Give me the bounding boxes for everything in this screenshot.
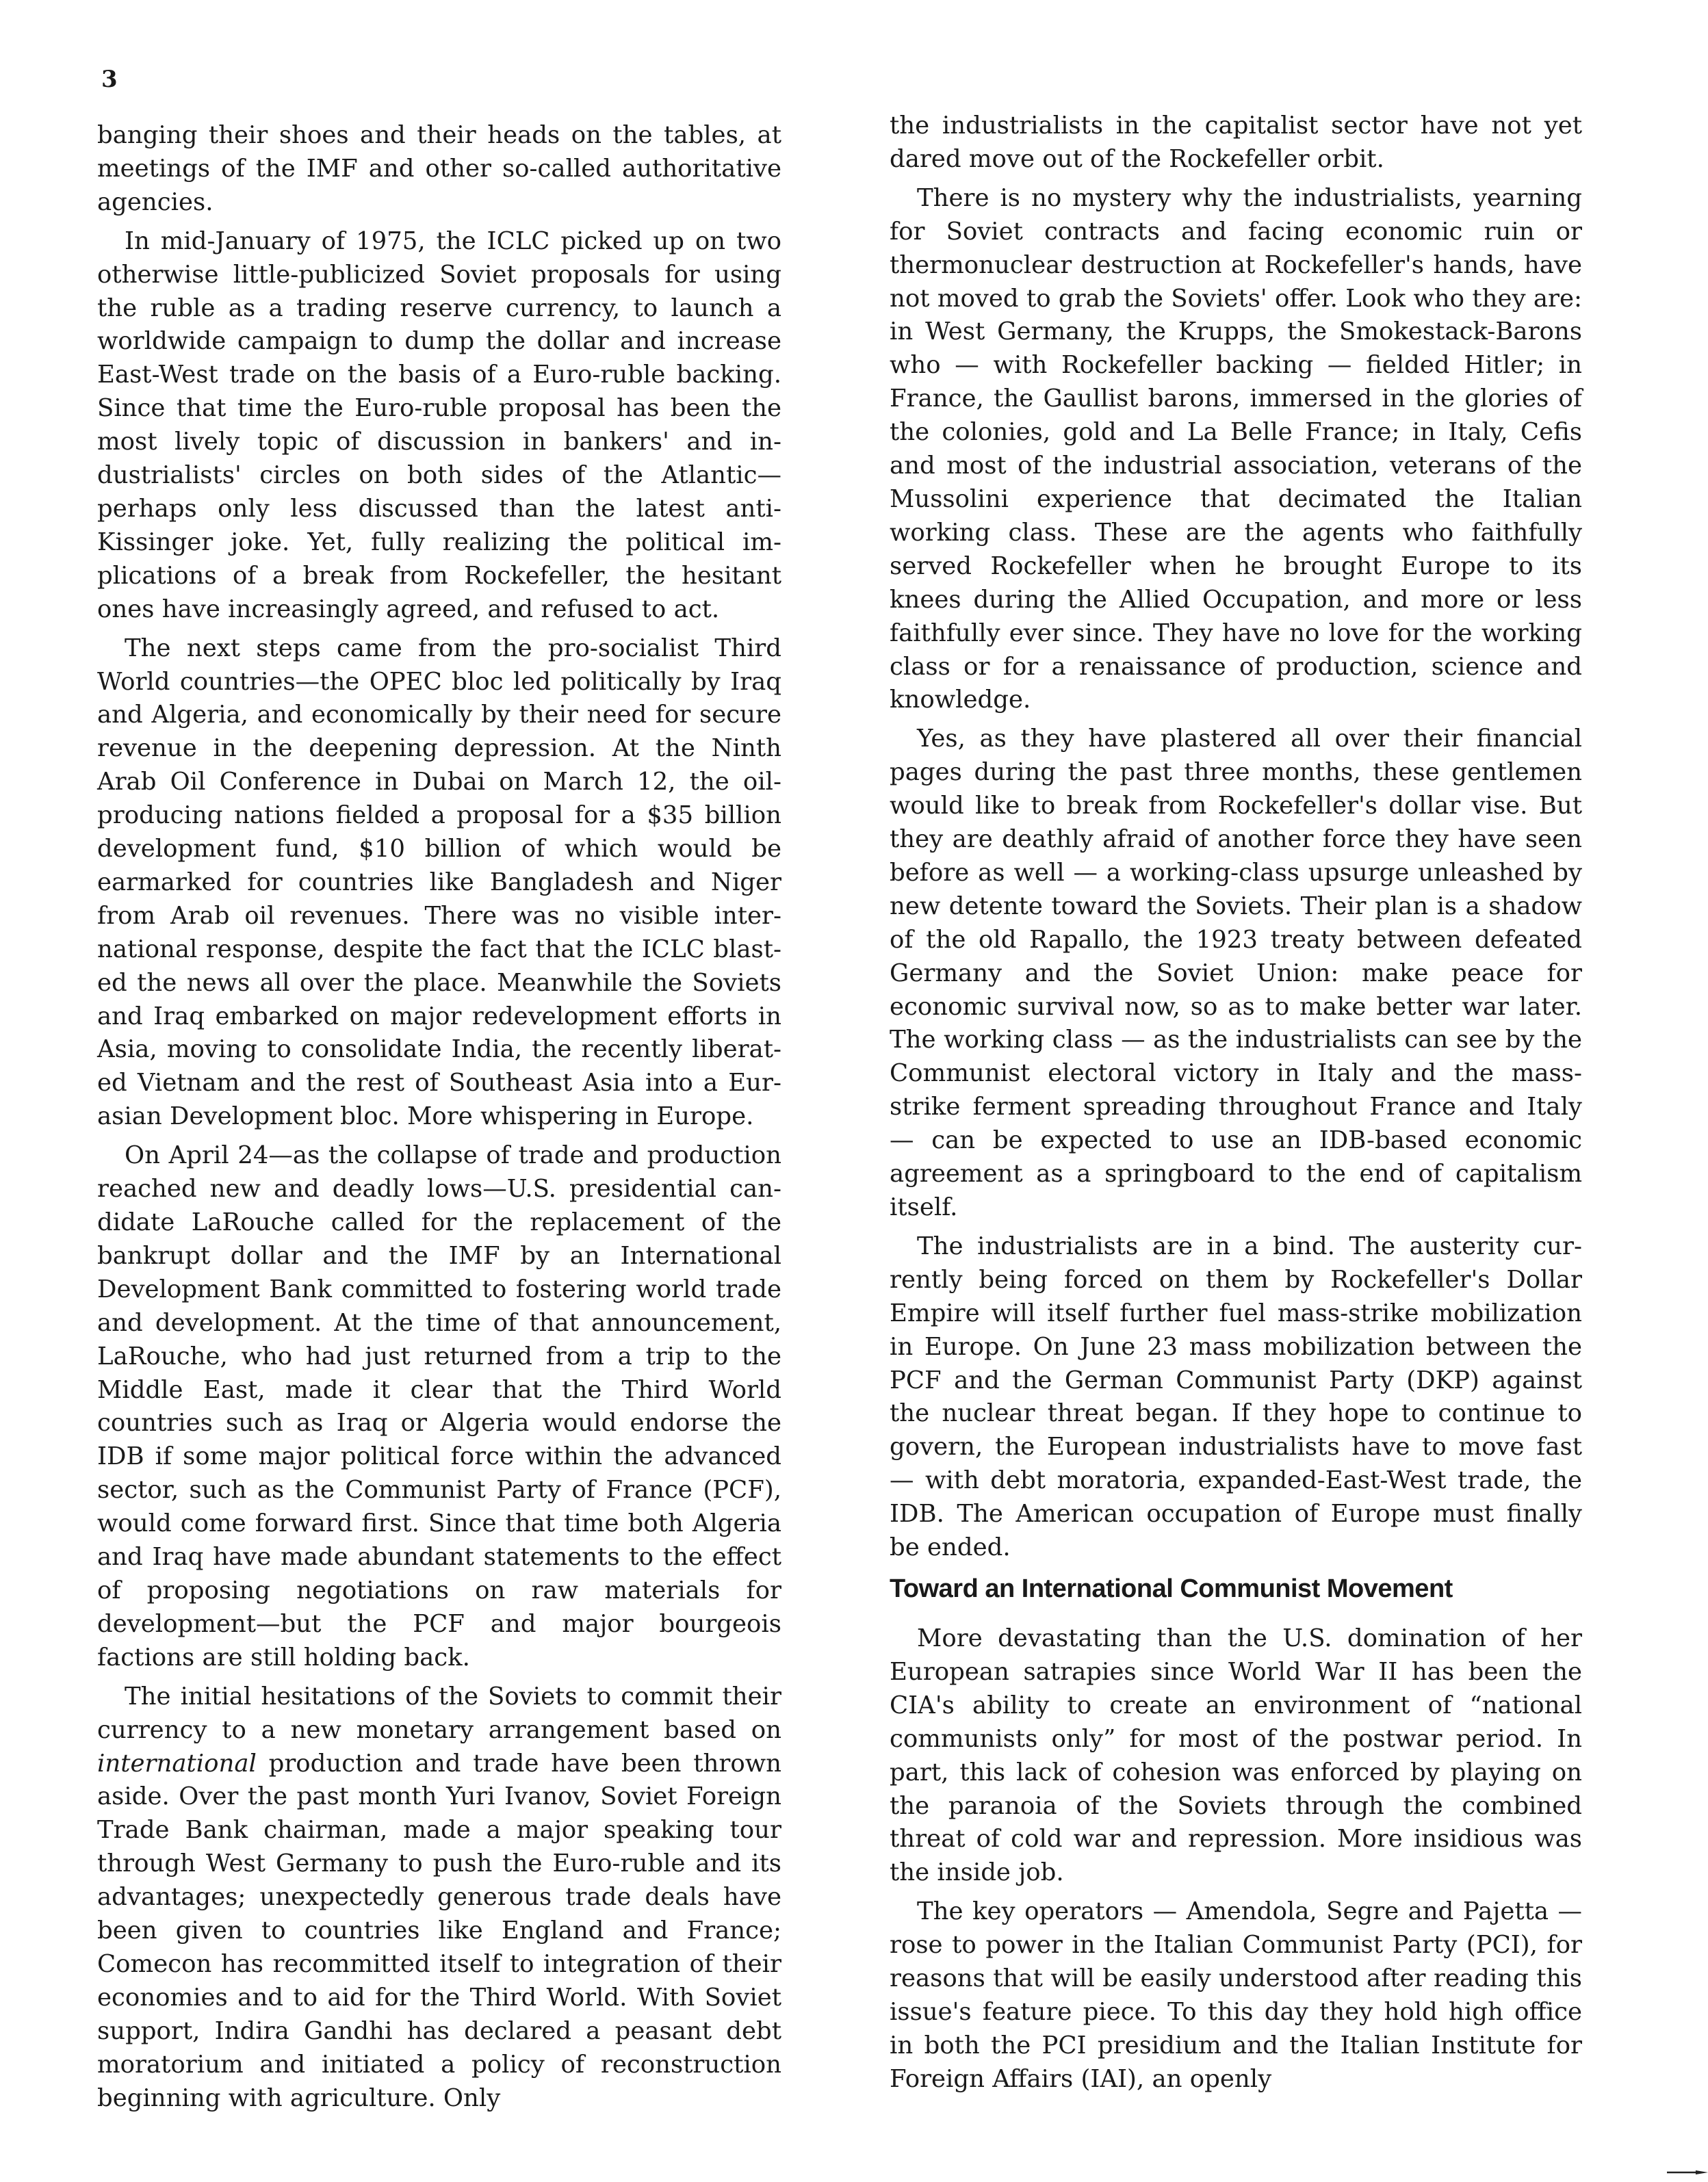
paragraph: There is no mystery why the industrialists, yearning for Soviet contracts and facing economic ruin or thermonuclear destruction at Rockefeller's hands, have not moved to grab the Soviets' offer. Look who they are: in West Germany, the Krupps, the Smokestack-Barons who — with Rockefeller backing — fielded Hitler; in France, the Gaullist barons, immersed in the glories of the colonies, gold and La Belle France; in Italy, Cefis and most of the industrial association, veterans of the Mussolini experience that decimated the Italian working class. These are the agents who faithfully served Rockefeller when he brought Europe to its knees during the Allied Occupation, and more or less faithfully ever since. They have no love for the working class or for a renaissance of production, science and knowledge. — [890, 183, 1582, 714]
paragraph — [97, 1680, 781, 2116]
continuation-arrow-icon — [1667, 2170, 1708, 2174]
paragraph-text: production and trade have been thrown aside. Over the past month Yuri Ivanov, Soviet Foreign Trade Bank chairman, made a major speaking tour through West Germany to push the Euro-ruble and its advantages; unexpectedly generous trade deals have been given to countries like England and France; Comecon has recommitted itself to integration of their economies and to aid for the Third World. With Soviet support, Indira Gandhi has declared a peasant debt moratorium and initiated a policy of reconstruction beginning with agriculture. Only — [97, 1749, 781, 2112]
paragraph: The next steps came from the pro-socialist Third World countries—the OPEC bloc led politically by Iraq and Algeria, and economically by their need for secure revenue in the deepening depression. At the Ninth Arab Oil Conference in Dubai on March 12, the oil-producing nations fielded a proposal for a $35 billion development fund, $10 billion of which would be earmarked for countries like Bangladesh and Niger from Arab oil revenues. There was no visible international response, despite the fact that the ICLC blasted the news all over the place. Meanwhile the Soviets and Iraq embarked on major redevelopment efforts in Asia, moving to consolidate India, the recently liberated Vietnam and the rest of Southeast Asia into a Eurasian Development bloc. More whispering in Europe. — [97, 634, 781, 1131]
section-heading: Toward an International Communist Movement — [890, 1574, 1453, 1603]
right-column — [890, 109, 1582, 2102]
left-column — [97, 119, 781, 2120]
paragraph-text: The initial hesitations of the Soviets to commit their currency to a new monetary arrangement based on — [97, 1682, 781, 1744]
paragraph: the industrialists in the capitalist sector have not yet dared move out of the Rockefeller orbit. — [890, 112, 1582, 173]
paragraph: On April 24—as the collapse of trade and production reached new and deadly lows—U.S. presidential candidate LaRouche called for the replacement of the bankrupt dollar and the IMF by an International Development Bank committed to fostering world trade and development. At the time of that announcement, LaRouche, who had just returned from a trip to the Middle East, made it clear that the Third World countries such as Iraq or Algeria would endorse the IDB if some major political force within the advanced sector, such as the Communist Party of France (PCF), would come forward first. Since that time both Algeria and Iraq have made abundant statements to the effect of proposing negotiations on raw materials for development—but the PCF and major bourgeois factions are still holding back. — [97, 1141, 781, 1672]
paragraph: In mid-January of 1975, the ICLC picked up on two otherwise little-publicized Soviet proposals for using the ruble as a trading reserve currency, to launch a worldwide campaign to dump the dollar and increase East-West trade on the basis of a Euro-ruble backing. Since that time the Euro-ruble proposal has been the most lively topic of discussion in bankers' and industrialists' circles on both sides of the Atlantic—perhaps only less discussed than the latest anti-Kissinger joke. Yet, fully realizing the political implications of a break from Rockefeller, the hesitant ones have increasingly agreed, and refused to act. — [97, 226, 781, 623]
page-number: 3 — [101, 66, 118, 93]
paragraph: Yes, as they have plastered all over their financial pages during the past three months, these gentlemen would like to break from Rockefeller's dollar vise. But they are deathly afraid of another force they have seen before as well — a working-class upsurge unleashed by new detente toward the Soviets. Their plan is a shadow of the old Rapallo, the 1923 treaty between defeated Germany and the Soviet Union: make peace for economic survival now, so as to make better war later. The working class — as the industrialists can see by the Communist electoral victory in Italy and the mass-strike ferment spreading throughout France and Italy — can be expected to use an IDB-based economic agreement as a springboard to the end of capitalism itself. — [890, 725, 1582, 1221]
paragraph: The key operators — Amendola, Segre and Pajetta — rose to power in the Italian Communist Party (PCI), for reasons that will be easily understood after reading this issue's feature piece. To this day they hold high office in both the PCI presidium and the Italian Institute for Foreign Affairs (IAI), an openly — [890, 1897, 1582, 2093]
paragraph: The industrialists are in a bind. The austerity currently being forced on them by Rockefeller's Dollar Empire will itself further fuel mass-strike mobilization in Europe. On June 23 mass mobilization between the PCF and the German Communist Party (DKP) against the nuclear threat began. If they hope to continue to govern, the European industrialists have to move fast — with debt moratoria, expanded-East-West trade, the IDB. The American occupation of Europe must finally be ended. — [890, 1232, 1582, 1562]
paragraph: More devastating than the U.S. domination of her European satrapies since World War II has been the CIA's ability to create an environment of “national communists only” for most of the postwar period. In part, this lack of cohesion was enforced by playing on the paranoia of the Soviets through the combined threat of cold war and repression. More insidious was the inside job. — [890, 1624, 1582, 1887]
emphasis-text: international — [97, 1749, 257, 1778]
paragraph: banging their shoes and their heads on the tables, at meetings of the IMF and other so-called authoritative agencies. — [97, 121, 781, 216]
